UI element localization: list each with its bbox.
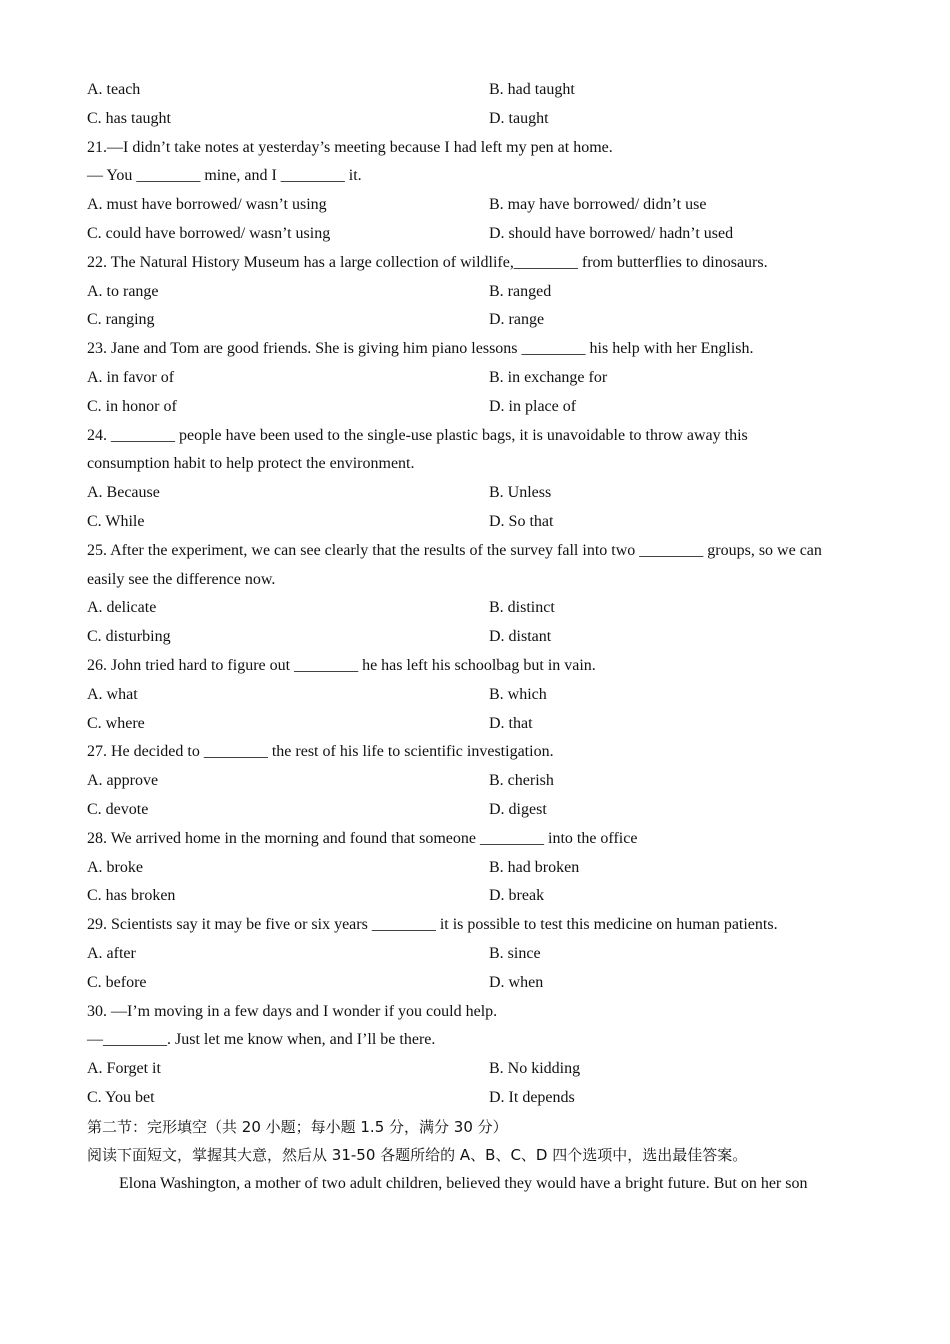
document-page [87, 76, 867, 1199]
question-text: 25. After the experiment, we can see clearly that the results of the survey fall into two ________ groups, so we can [87, 541, 822, 559]
question-text: easily see the difference now. [87, 570, 276, 588]
option-right: D. break [489, 887, 545, 905]
option-row [87, 767, 867, 796]
option-left: C. devote [87, 800, 149, 818]
option-left: A. broke [87, 858, 143, 876]
option-left: A. Because [87, 484, 160, 502]
option-row [87, 594, 867, 623]
option-left: A. delicate [87, 599, 157, 617]
question-text: —________. Just let me know when, and I’ll be there. [87, 1031, 436, 1049]
option-row [87, 508, 867, 537]
option-left: C. in honor of [87, 397, 177, 415]
question-text: 23. Jane and Tom are good friends. She is giving him piano lessons ________ his help with her English. [87, 340, 754, 358]
question-text: 29. Scientists say it may be five or six years ________ it is possible to test this medicine on human patients. [87, 916, 778, 934]
option-right: D. should have borrowed/ hadn’t used [489, 224, 734, 242]
option-row [87, 479, 867, 508]
question-text: — You ________ mine, and I ________ it. [87, 167, 362, 185]
option-left: C. before [87, 973, 147, 991]
option-row [87, 278, 867, 307]
option-right: D. distant [489, 628, 552, 646]
option-right: B. No kidding [489, 1060, 581, 1078]
question-text: 22. The Natural History Museum has a large collection of wildlife,________ from butterflies to dinosaurs. [87, 253, 768, 271]
option-row [87, 393, 867, 422]
option-right: D. in place of [489, 397, 577, 415]
option-right: D. So that [489, 512, 554, 530]
option-right: B. distinct [489, 599, 555, 617]
option-row [87, 710, 867, 739]
option-row [87, 220, 867, 249]
option-row [87, 1084, 867, 1113]
option-row [87, 191, 867, 220]
option-left: C. disturbing [87, 628, 171, 646]
option-row [87, 105, 867, 134]
option-row [87, 969, 867, 998]
option-right: B. may have borrowed/ didn’t use [489, 196, 707, 214]
passage-paragraph: Elona Washington, a mother of two adult children, believed they would have a bright future. But on her son [119, 1175, 808, 1193]
option-row [87, 796, 867, 825]
option-left: A. must have borrowed/ wasn’t using [87, 196, 327, 214]
option-left: C. has broken [87, 887, 176, 905]
option-right: B. in exchange for [489, 368, 608, 386]
option-right: D. It depends [489, 1088, 575, 1106]
question-text: 27. He decided to ________ the rest of his life to scientific investigation. [87, 743, 554, 761]
option-row [87, 1055, 867, 1084]
option-left: A. after [87, 944, 136, 962]
question-text: 21.—I didn’t take notes at yesterday’s meeting because I had left my pen at home. [87, 138, 613, 156]
option-row [87, 882, 867, 911]
question-text: 26. John tried hard to figure out ________ he has left his schoolbag but in vain. [87, 656, 596, 674]
option-right: B. ranged [489, 282, 552, 300]
option-right: B. had broken [489, 858, 580, 876]
question-text: 28. We arrived home in the morning and found that someone ________ into the office [87, 829, 638, 847]
section-heading: 第二节：完形填空（共 20 小题；每小题 1.5 分，满分 30 分） [87, 1117, 508, 1136]
option-right: B. had taught [489, 81, 575, 98]
option-left: A. approve [87, 772, 159, 790]
option-right: D. digest [489, 800, 547, 818]
option-row [87, 306, 867, 335]
option-left: A. Forget it [87, 1060, 161, 1078]
option-row [87, 76, 867, 105]
option-left: C. could have borrowed/ wasn’t using [87, 224, 331, 242]
option-left: C. You bet [87, 1088, 155, 1106]
option-row [87, 681, 867, 710]
option-right: B. Unless [489, 484, 552, 502]
option-left: C. While [87, 512, 145, 530]
option-right: B. cherish [489, 772, 554, 790]
option-row [87, 623, 867, 652]
option-right: D. taught [489, 109, 549, 127]
option-right: D. when [489, 973, 544, 991]
option-left: A. to range [87, 282, 159, 300]
option-row [87, 364, 867, 393]
option-left: A. in favor of [87, 368, 175, 386]
option-left: C. has taught [87, 109, 171, 127]
option-right: D. range [489, 311, 545, 329]
option-right: B. since [489, 944, 541, 962]
option-row [87, 854, 867, 883]
option-left: A. what [87, 685, 138, 703]
question-text: 30. —I’m moving in a few days and I wonder if you could help. [87, 1002, 498, 1020]
option-right: D. that [489, 714, 533, 732]
option-row [87, 940, 867, 969]
option-left: A. teach [87, 81, 141, 98]
option-left: C. where [87, 714, 145, 732]
section-heading: 阅读下面短文，掌握其大意，然后从 31-50 各题所给的 A、B、C、D 四个选项中，选出最佳答案。 [87, 1146, 748, 1165]
question-text: consumption habit to help protect the environment. [87, 455, 415, 473]
question-text: 24. ________ people have been used to the single-use plastic bags, it is unavoidable to throw away this [87, 426, 748, 444]
option-right: B. which [489, 685, 547, 703]
option-left: C. ranging [87, 311, 155, 329]
